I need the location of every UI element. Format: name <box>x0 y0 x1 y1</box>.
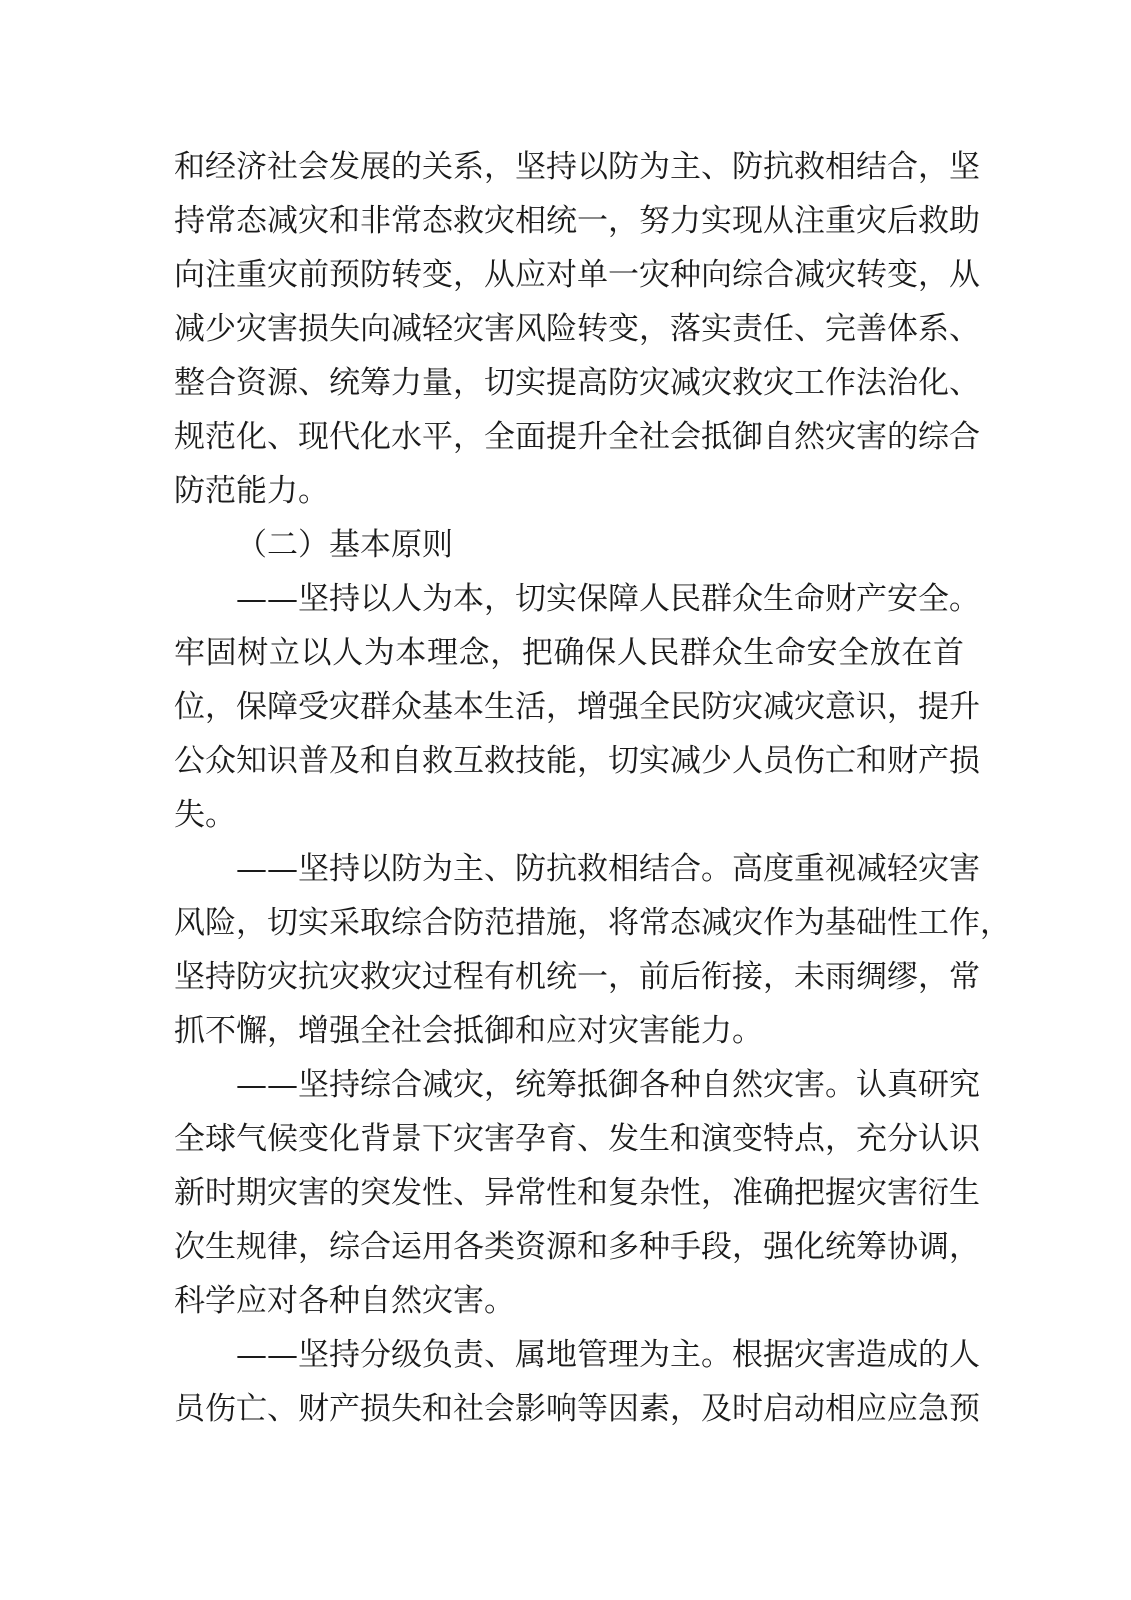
principle-heading-line: ——坚持以防为主、防抗救相结合。高度重视减轻灾害 <box>236 851 980 887</box>
body-text <box>174 140 1011 1436</box>
text-line: 和经济社会发展的关系，坚持以防为主、防抗救相结合，坚 <box>174 149 980 185</box>
text-line: 员伤亡、财产损失和社会影响等因素，及时启动相应应急预 <box>174 1391 980 1427</box>
text-line: 抓不懈，增强全社会抵御和应对灾害能力。 <box>174 1013 763 1049</box>
text-line: 向注重灾前预防转变，从应对单一灾种向综合减灾转变，从 <box>174 257 980 293</box>
principle-heading-line: ——坚持分级负责、属地管理为主。根据灾害造成的人 <box>236 1337 980 1373</box>
text-line: 风险，切实采取综合防范措施，将常态减灾作为基础性工作， <box>174 905 1011 941</box>
text-line: 新时期灾害的突发性、异常性和复杂性，准确把握灾害衍生 <box>174 1175 980 1211</box>
text-line: 次生规律，综合运用各类资源和多种手段，强化统筹协调， <box>174 1229 980 1265</box>
text-line: 牢固树立以人为本理念，把确保人民群众生命安全放在首 <box>174 635 964 671</box>
text-line: 整合资源、统筹力量，切实提高防灾减灾救灾工作法治化、 <box>174 365 980 401</box>
text-line: 防范能力。 <box>174 473 329 509</box>
text-line: 位，保障受灾群众基本生活，增强全民防灾减灾意识，提升 <box>174 689 980 725</box>
text-line: 坚持防灾抗灾救灾过程有机统一，前后衔接，未雨绸缪，常 <box>174 959 980 995</box>
text-line: 公众知识普及和自救互救技能，切实减少人员伤亡和财产损 <box>174 743 980 779</box>
text-line: 科学应对各种自然灾害。 <box>174 1283 515 1319</box>
principle-heading-line: ——坚持以人为本，切实保障人民群众生命财产安全。 <box>236 581 980 617</box>
section-heading: （二）基本原则 <box>236 527 453 563</box>
text-line: 规范化、现代化水平，全面提升全社会抵御自然灾害的综合 <box>174 419 980 455</box>
text-line: 持常态减灾和非常态救灾相统一，努力实现从注重灾后救助 <box>174 203 980 239</box>
principle-heading-line: ——坚持综合减灾，统筹抵御各种自然灾害。认真研究 <box>236 1067 980 1103</box>
text-line: 失。 <box>174 797 236 833</box>
text-line: 全球气候变化背景下灾害孕育、发生和演变特点，充分认识 <box>174 1121 980 1157</box>
text-line: 减少灾害损失向减轻灾害风险转变，落实责任、完善体系、 <box>174 311 980 347</box>
